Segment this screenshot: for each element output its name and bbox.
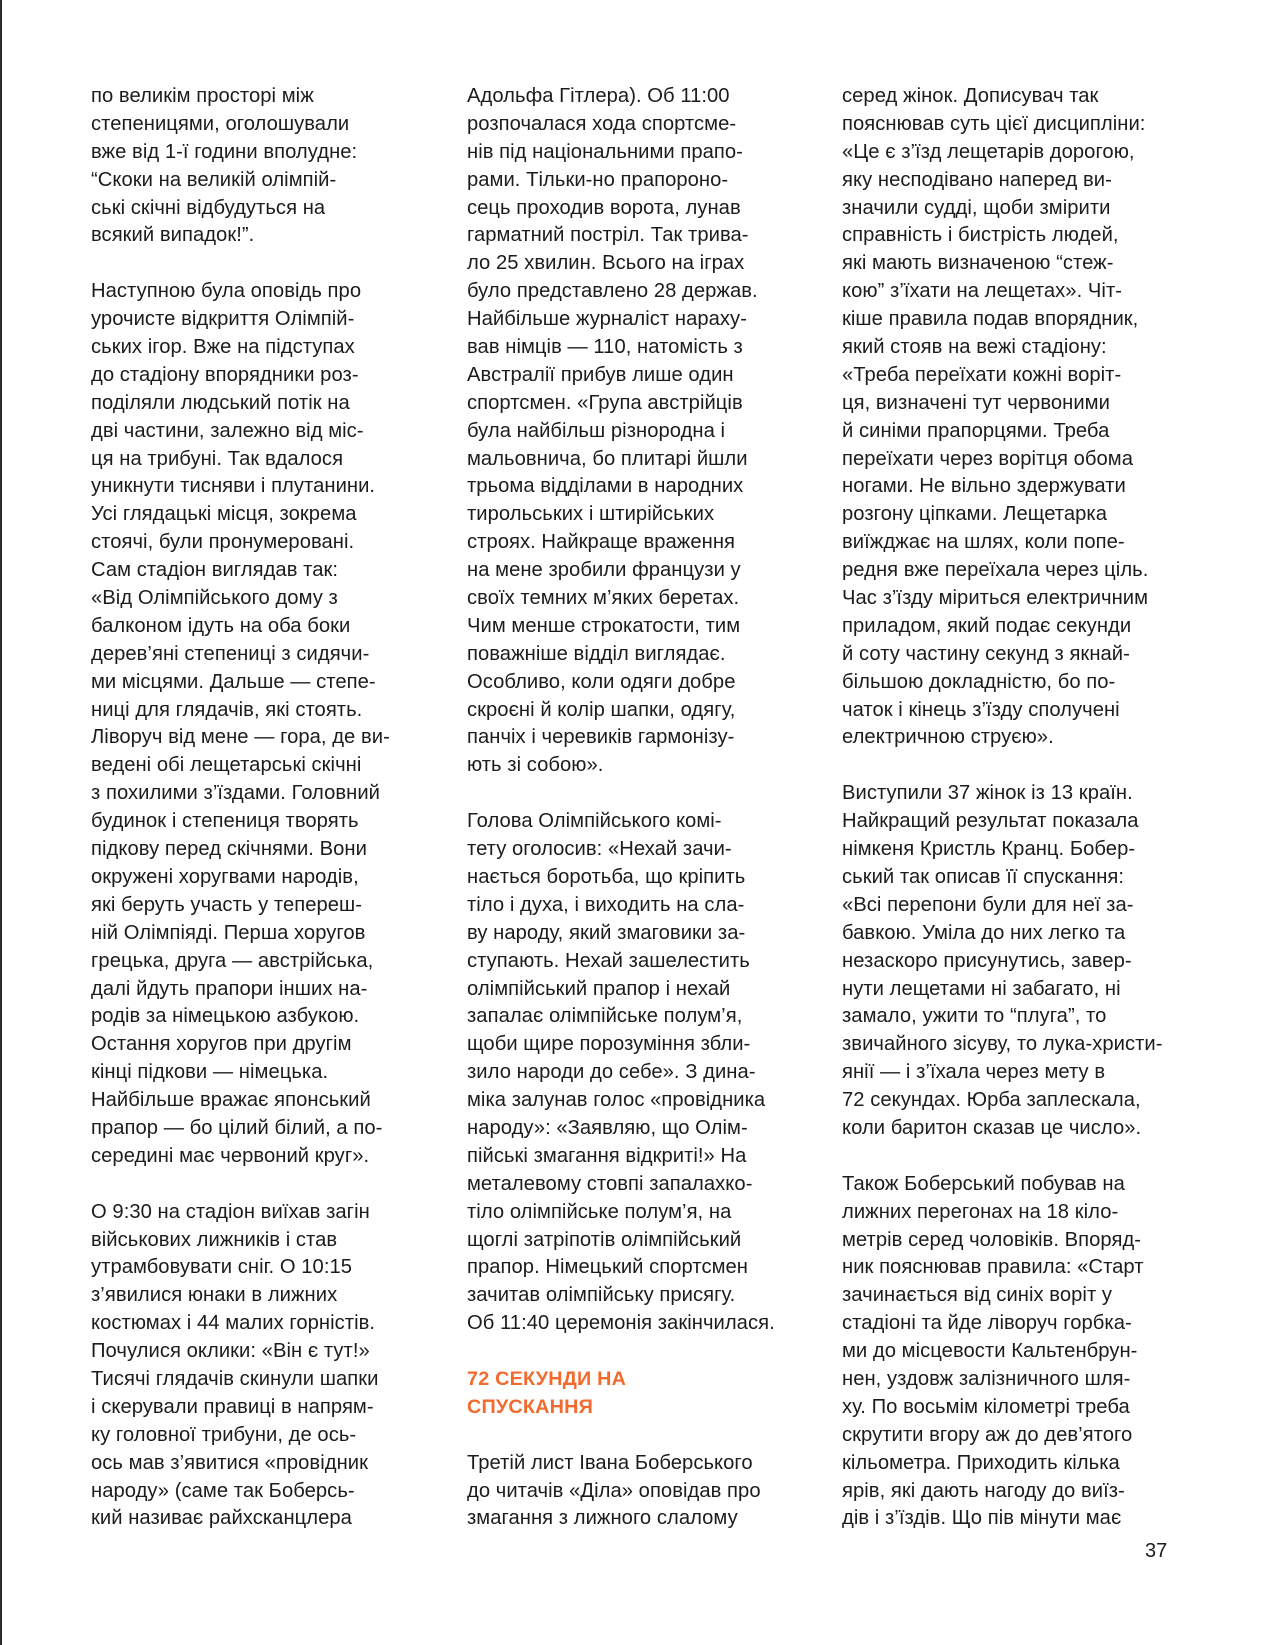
text-line: грецька, друга — австрійська, [91,949,374,972]
text-line: ло 25 хвилин. Всього на іграх [467,252,745,275]
text-line: лижних перегонах на 18 кіло- [842,1200,1119,1223]
text-line: Усі глядацькі місця, зокрема [91,503,357,526]
text-line: Тисячі глядачів скинули шапки [91,1367,379,1390]
text-line: змагання з лижного слалому [467,1507,738,1530]
text-line: й соту частину секунд з якнай- [842,642,1130,665]
text-line: балконом ідуть на оба боки [91,614,351,637]
text-line: Час з’їзду міриться електричним [842,587,1149,610]
text-line: і скерували правиці в напрям- [91,1395,374,1418]
text-line: вав німців — 110, натомість з [467,336,743,359]
heading-line: СПУСКАННЯ [467,1395,594,1418]
text-line: військових лижників і став [91,1228,338,1251]
text-line: окружені хоругвами народів, [91,865,359,888]
text-line: по великім просторі між [91,85,314,107]
text-line: поділяли людський потік на [91,391,350,414]
text-line: дерев’яні степениці з сидячи- [91,642,370,665]
text-line: справність і бистрість людей, [842,224,1119,247]
text-line: вже від 1-ї години вполудне: [91,140,358,163]
text-line: ведені обі лещетарські скічні [91,754,362,777]
paragraph-spacer [91,250,436,278]
text-line: Адольфа Гітлера). Об 11:00 [467,85,730,107]
text-line: Ліворуч від мене — гора, де ви- [91,726,390,749]
text-line: «Всі перепони були для неї за- [842,893,1134,916]
text-line: середині має червоний круг». [91,1144,370,1167]
text-line: гарматний постріл. Так трива- [467,224,749,247]
text-line: тіло олімпійське полум’я, на [467,1200,732,1223]
text-line: приладом, який подає секунди [842,614,1132,637]
text-line: кільометра. Приходить кілька [842,1451,1120,1474]
text-line: прапор. Німецький спортсмен [467,1256,748,1279]
text-line: кий називає райхсканцлера [91,1507,352,1530]
text-line: ногами. Не вільно здержувати [842,475,1126,498]
text-line: ку головної трибуни, де ось- [91,1423,357,1446]
text-line: «Це є з’їзд лещетарів дорогою, [842,140,1135,163]
text-line: прапор — бо цілий білий, а по- [91,1116,383,1139]
text-line: кою” з’їхати на лещетах». Чіт- [842,280,1123,303]
text-line: з’явилися юнаки в лижних [91,1284,338,1307]
text-line: чаток і кінець з’їзду сполучені [842,698,1120,721]
text-line: нів під національними прапо- [467,140,743,163]
text-line: утрамбовувати сніг. О 10:15 [91,1256,353,1279]
paragraph-spacer [91,1171,436,1199]
text-line: ють зі собою». [467,754,604,777]
text-line: бавкою. Уміла до них легко та [842,921,1126,944]
text-line: була найбільш різнородна і [467,419,726,442]
text-line: електричною струєю». [842,726,1054,749]
text-line: янії — і з’їхала через мету в [842,1061,1106,1084]
text-line: зило народи до себе». З дина- [467,1061,756,1084]
text-line: стоячі, були пронумеровані. [91,531,355,554]
paragraph [467,1450,812,1534]
text-line: Об 11:40 церемонія закінчилася. [467,1312,775,1335]
text-line: які мають визначеною “стеж- [842,252,1114,275]
paragraph [91,1199,436,1534]
text-line: ступають. Нехай зашелестить [467,949,750,972]
text-line: костюмах і 44 малих горністів. [91,1312,376,1335]
text-line: ярів, які дають нагоду до виїз- [842,1479,1125,1502]
text-line: метрів серед чоловіків. Впоряд- [842,1228,1142,1251]
text-line: тету оголосив: «Нехай зачи- [467,838,732,861]
text-line: «Від Олімпійського дому з [91,587,338,610]
text-line: ми до місцевости Кальтенбрун- [842,1340,1138,1363]
text-line: кінці підкови — німецька. [91,1061,329,1084]
text-line: уникнути тисняви і плутанини. [91,475,376,498]
paragraph-spacer [467,1338,812,1366]
text-line: Австралії прибув лише один [467,363,734,386]
text-line: ський так описав її спускання: [842,865,1125,888]
heading-line: 72 СЕКУНДИ НА [467,1367,627,1390]
text-line: розгону ціпками. Лещетарка [842,503,1108,526]
text-line: до читачів «Діла» оповідав про [467,1479,761,1502]
text-line: мальовнича, бо плитарі йшли [467,447,748,470]
text-line: поважніше відділ виглядає. [467,642,726,665]
text-line: трьома відділами в народних [467,475,744,498]
text-line: які беруть участь у тепереш- [91,893,363,916]
text-line: ських ігор. Вже на підступах [91,336,355,359]
text-line: міка залунав голос «провідника [467,1089,766,1112]
text-line: Особливо, коли одяги добре [467,670,736,693]
text-line: родів за німецькою азбукою. [91,1005,360,1028]
text-line: ця, визначені тут червоними [842,391,1110,414]
text-line: яку несподівано наперед ви- [842,168,1112,191]
text-line: дві частини, залежно від міс- [91,419,364,442]
text-line: народу» (саме так Боберсь- [91,1479,355,1502]
text-column-2 [467,83,812,1533]
paragraph [91,83,436,250]
text-line: металевому стовпі запалахко- [467,1172,753,1195]
text-line: ми місцями. Дальше — степе- [91,670,376,693]
text-line: Найбільше вражає японський [91,1089,371,1112]
text-line: запалає олімпійське полум’я, [467,1005,743,1028]
text-line: виїжджає на шлях, коли попе- [842,531,1125,554]
text-line: стадіоні та йде ліворуч горбка- [842,1312,1132,1335]
text-line: степеницями, оголошували [91,112,350,135]
text-line: урочисте відкриття Олімпій- [91,308,355,331]
text-line: Голова Олімпійського комі- [467,810,722,833]
text-line: кіше правила подав впорядник, [842,308,1139,331]
text-line: дів і з’їздів. Що пів мінути має [842,1507,1122,1530]
text-line: переїхати через ворітця обома [842,447,1133,470]
text-line: панчіх і черевиків гармонізу- [467,726,735,749]
text-line: з похилими з’їздами. Головний [91,782,381,805]
text-line: пояснював суть цієї дисципліни: [842,112,1146,135]
text-line: до стадіону впорядники роз- [91,363,359,386]
text-line: значили судді, щоби змірити [842,196,1111,219]
paragraph [467,83,812,780]
page-left-edge-line [0,0,2,1645]
text-line: Третій лист Івана Боберського [467,1451,753,1474]
text-line: ниці для глядачів, які стоять. [91,698,363,721]
text-line: народу»: «Заявляю, що Олім- [467,1116,748,1139]
text-line: своїх темних м’яких беретах. [467,587,740,610]
paragraph-spacer [467,1422,812,1450]
text-line: розпочалася хода спортсме- [467,112,737,135]
text-line: ній Олімпіяді. Перша хоругов [91,921,366,944]
text-line: тіло і духа, і виходить на сла- [467,893,745,916]
text-line: будинок і степениця творять [91,810,359,833]
text-line: Сам стадіон виглядав так: [91,559,339,582]
text-column-3 [842,83,1187,1533]
text-line: олімпійський прапор і нехай [467,977,731,1000]
text-line: німкеня Кристль Кранц. Бобер- [842,838,1136,861]
text-line: який стояв на вежі стадіону: [842,336,1107,359]
text-line: “Скоки на великій олімпій- [91,168,337,191]
text-line: звичайного зісуву, то лука-христи- [842,1033,1163,1056]
paragraph [842,780,1187,1143]
text-line: пійські змагання відкриті!» На [467,1144,747,1167]
paragraph [842,1171,1187,1534]
text-line: щоби щире порозуміння збли- [467,1033,751,1056]
text-line: й синіми прапорцями. Треба [842,419,1110,442]
section-heading [467,1366,812,1422]
text-line: ські скічні відбудуться на [91,196,326,219]
paragraph [467,808,812,1338]
paragraph [91,278,436,1171]
text-line: Почулися оклики: «Він є тут!» [91,1340,370,1363]
text-line: ву народу, який змаговики за- [467,921,746,944]
text-line: тирольських і штирійських [467,503,715,526]
text-line: ник пояснював правила: «Старт [842,1256,1144,1279]
text-line: ось мав з’явитися «провідник [91,1451,368,1474]
text-line: коли баритон сказав це число». [842,1116,1142,1139]
text-line: щоглі затріпотів олімпійський [467,1228,742,1251]
text-line: О 9:30 на стадіон виїхав загін [91,1200,370,1223]
text-line: скроєні й колір шапки, одягу, [467,698,736,721]
text-line: скрутити вгору аж до дев’ятого [842,1423,1133,1446]
paragraph-spacer [842,1143,1187,1171]
text-line: було представлено 28 держав. [467,280,758,303]
text-line: зачитав олімпійську присягу. [467,1284,736,1307]
text-line: зачинається від синіх воріт у [842,1284,1113,1307]
text-line: рами. Тільки-но прапороно- [467,168,729,191]
paragraph [842,83,1187,752]
text-line: 72 секундах. Юрба заплескала, [842,1089,1141,1112]
text-column-1 [91,83,436,1533]
text-line: Виступили 37 жінок із 13 країн. [842,782,1133,805]
text-line: сець проходив ворота, лунав [467,196,741,219]
text-line: Чим менше строкатости, тим [467,614,741,637]
text-line: на мене зробили французи у [467,559,741,582]
text-line: «Треба переїхати кожні воріт- [842,363,1122,386]
paragraph-spacer [467,780,812,808]
text-line: нен, уздовж залізничного шля- [842,1367,1131,1390]
text-line: Остання хоругов при другім [91,1033,352,1056]
text-line: нається боротьба, що кріпить [467,865,746,888]
text-line: далі йдуть прапори інших на- [91,977,368,1000]
text-line: всякий випадок!”. [91,224,255,247]
text-line: спортсмен. «Група австрійців [467,391,743,414]
text-line: більшою докладністю, бо по- [842,670,1116,693]
text-line: Найбільше журналіст нараху- [467,308,747,331]
text-line: ху. По восьмім кілометрі треба [842,1395,1130,1418]
text-line: Найкращий результат показала [842,810,1139,833]
text-line: Також Боберський побував на [842,1172,1125,1195]
text-line: підкову перед скічнями. Вони [91,838,367,861]
page-number: 37 [1145,1540,1168,1562]
text-line: нути лещетами ні забагато, ні [842,977,1121,1000]
text-line: редня вже переїхала через ціль. [842,559,1149,582]
text-line: незаскоро присунутись, завер- [842,949,1132,972]
text-line: замало, ужити то “плуга”, то [842,1005,1107,1028]
text-line: серед жінок. Дописувач так [842,85,1099,107]
paragraph-spacer [842,752,1187,780]
text-line: строях. Найкраще враження [467,531,736,554]
text-line: ця на трибуні. Так вдалося [91,447,344,470]
text-line: Наступною була оповідь про [91,280,362,303]
